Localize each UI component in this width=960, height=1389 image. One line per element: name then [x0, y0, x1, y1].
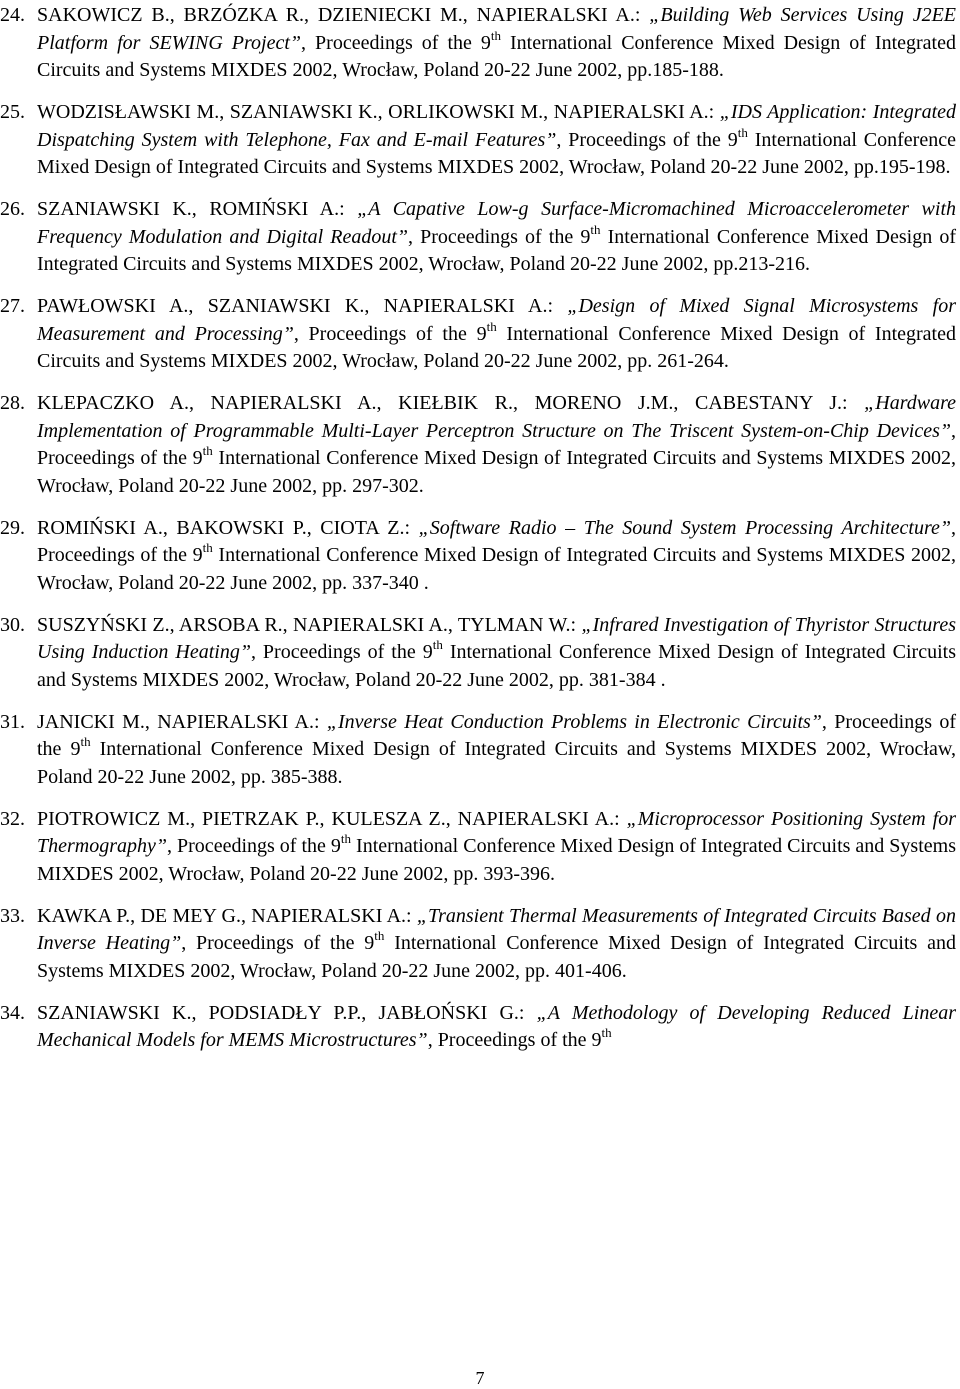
reference-venue-end: International Conference Mixed Design of Integrated Circuits and Systems MIXDES 2002, Wrocław, Poland 20-22 June 2002, pp.195-198. — [37, 128, 956, 178]
reference-number: 33. — [0, 904, 25, 927]
reference-title: „Microprocessor Positioning System for Thermography” — [37, 807, 956, 857]
reference-venue-start: , Proceedings of the 9 — [427, 1029, 602, 1051]
reference-superscript: th — [432, 637, 443, 653]
reference-venue-end: International Conference Mixed Design of Integrated Circuits and Systems MIXDES 2002, Wrocław, Poland 20-22 June 2002, pp. 393-396. — [37, 835, 956, 885]
reference-item — [0, 709, 956, 792]
reference-authors: KAWKA P., DE MEY G., NAPIERALSKI A.: — [37, 904, 417, 927]
reference-authors: SUSZYŃSKI Z., ARSOBA R., NAPIERALSKI A., TYLMAN W.: — [37, 613, 582, 636]
reference-authors: ROMIŃSKI A., BAKOWSKI P., CIOTA Z.: — [37, 516, 419, 539]
reference-superscript: th — [340, 831, 352, 847]
reference-venue-end: International Conference Mixed Design of Integrated Circuits and Systems MIXDES 2002, Wrocław, Poland 20-22 June 2002, pp.185-188. — [37, 31, 956, 81]
reference-venue-start: , Proceedings of the 9 — [408, 225, 591, 248]
reference-venue-start: , Proceedings of the 9 — [37, 419, 956, 469]
reference-number: 24. — [0, 4, 25, 26]
reference-item — [0, 806, 956, 889]
reference-venue-start: , Proceedings of the 9 — [301, 31, 491, 54]
reference-authors: PIOTROWICZ M., PIETRZAK P., KULESZA Z., NAPIERALSKI A.: — [37, 807, 627, 830]
reference-number: 34. — [0, 1001, 25, 1024]
reference-number: 30. — [0, 613, 25, 636]
reference-title: „Building Web Services Using J2EE Platform for SEWING Project” — [37, 4, 956, 54]
reference-item — [0, 903, 956, 986]
reference-venue-start: , Proceedings of the 9 — [37, 710, 956, 760]
reference-title: „Software Radio – The Sound System Processing Architecture” — [418, 516, 951, 539]
reference-superscript: th — [202, 443, 213, 459]
reference-authors: SZANIAWSKI K., ROMIŃSKI A.: — [37, 198, 358, 220]
reference-venue-end: International Conference Mixed Design of Integrated Circuits and Systems MIXDES 2002, Wrocław, Poland 20-22 June 2002, pp. 381-384 . — [37, 641, 956, 691]
reference-title: „Inverse Heat Conduction Problems in Electronic Circuits” — [326, 710, 822, 733]
reference-title: „A Capative Low-g Surface-Micromachined Microaccelerometer with Frequency Modulation and Digital Readout” — [37, 198, 956, 248]
reference-list — [0, 2, 956, 1055]
reference-venue-start: , Proceedings of the 9 — [167, 835, 341, 857]
reference-venue-end: International Conference Mixed Design of Integrated Circuits and Systems MIXDES 2002, Wrocław, Poland 20-22 June 2002, pp. 261-264. — [37, 322, 956, 372]
reference-number: 28. — [0, 392, 25, 414]
reference-superscript: th — [490, 27, 502, 43]
reference-superscript: th — [737, 124, 748, 140]
page-number: 7 — [475, 1368, 485, 1388]
reference-title: „Infrared Investigation of Thyristor Structures Using Induction Heating” — [37, 613, 956, 663]
reference-venue-end: International Conference Mixed Design of Integrated Circuits and Systems MIXDES 2002, Wrocław, Poland 20-22 June 2002, pp. 385-388. — [37, 738, 956, 788]
reference-title: „A Methodology of Developing Reduced Linear Mechanical Models for MEMS Microstructures” — [37, 1001, 956, 1051]
reference-venue-start: , Proceedings of the 9 — [37, 516, 956, 566]
reference-authors: JANICKI M., NAPIERALSKI A.: — [37, 710, 327, 733]
reference-authors: SAKOWICZ B., BRZÓZKA R., DZIENIECKI M., NAPIERALSKI A.: — [37, 4, 650, 26]
reference-superscript: th — [601, 1025, 612, 1041]
reference-number: 32. — [0, 807, 25, 830]
reference-superscript: th — [486, 318, 497, 334]
reference-item — [0, 515, 956, 598]
reference-number: 26. — [0, 198, 25, 220]
reference-superscript: th — [80, 734, 91, 750]
reference-authors: SZANIAWSKI K., PODSIADŁY P.P., JABŁOŃSKI G.: — [37, 1001, 537, 1024]
reference-superscript: th — [590, 221, 601, 237]
reference-authors: PAWŁOWSKI A., SZANIAWSKI K., NAPIERALSKI A.: — [37, 295, 568, 317]
reference-title: „IDS Application: Integrated Dispatching System with Telephone, Fax and E-mail Features” — [37, 101, 957, 151]
reference-venue-start: , Proceedings of the 9 — [556, 128, 738, 151]
reference-number: 31. — [0, 710, 25, 733]
reference-item — [0, 99, 956, 182]
reference-authors: WODZISŁAWSKI M., SZANIAWSKI K., ORLIKOWSKI M., NAPIERALSKI A.: — [37, 101, 720, 123]
reference-title: „Design of Mixed Signal Microsystems for Measurement and Processing” — [37, 295, 956, 345]
reference-item — [0, 2, 956, 85]
reference-item — [0, 390, 956, 500]
reference-venue-end: International Conference Mixed Design of Integrated Circuits and Systems MIXDES 2002, Wrocław, Poland 20-22 June 2002, pp. 337-340 . — [37, 544, 956, 594]
reference-title: „Hardware Implementation of Programmable Multi-Layer Perceptron Structure on The Triscent System-on-Chip Devices” — [37, 392, 956, 442]
reference-venue-end: International Conference Mixed Design of Integrated Circuits and Systems MIXDES 2002, Wrocław, Poland 20-22 June 2002, pp. 297-302. — [37, 447, 956, 497]
reference-title: „Transient Thermal Measurements of Integrated Circuits Based on Inverse Heating” — [37, 904, 956, 954]
reference-venue-start: , Proceedings of the 9 — [250, 641, 433, 663]
reference-item — [0, 612, 956, 695]
reference-venue-end: International Conference Mixed Design of Integrated Circuits and Systems MIXDES 2002, Wrocław, Poland 20-22 June 2002, pp.213-216. — [37, 225, 956, 275]
reference-item — [0, 293, 956, 376]
reference-number: 27. — [0, 295, 25, 317]
reference-authors: KLEPACZKO A., NAPIERALSKI A., KIEŁBIK R., MORENO J.M., CABESTANY J.: — [37, 392, 865, 414]
reference-venue-start: , Proceedings of the 9 — [293, 322, 487, 345]
reference-number: 29. — [0, 516, 25, 539]
reference-superscript: th — [202, 540, 213, 556]
reference-item — [0, 1000, 956, 1055]
reference-superscript: th — [374, 928, 385, 944]
reference-venue-start: , Proceedings of the 9 — [181, 932, 375, 954]
reference-venue-end: International Conference Mixed Design of Integrated Circuits and Systems MIXDES 2002, Wrocław, Poland 20-22 June 2002, pp. 401-406. — [37, 932, 956, 982]
reference-number: 25. — [0, 101, 25, 123]
reference-item — [0, 196, 956, 279]
